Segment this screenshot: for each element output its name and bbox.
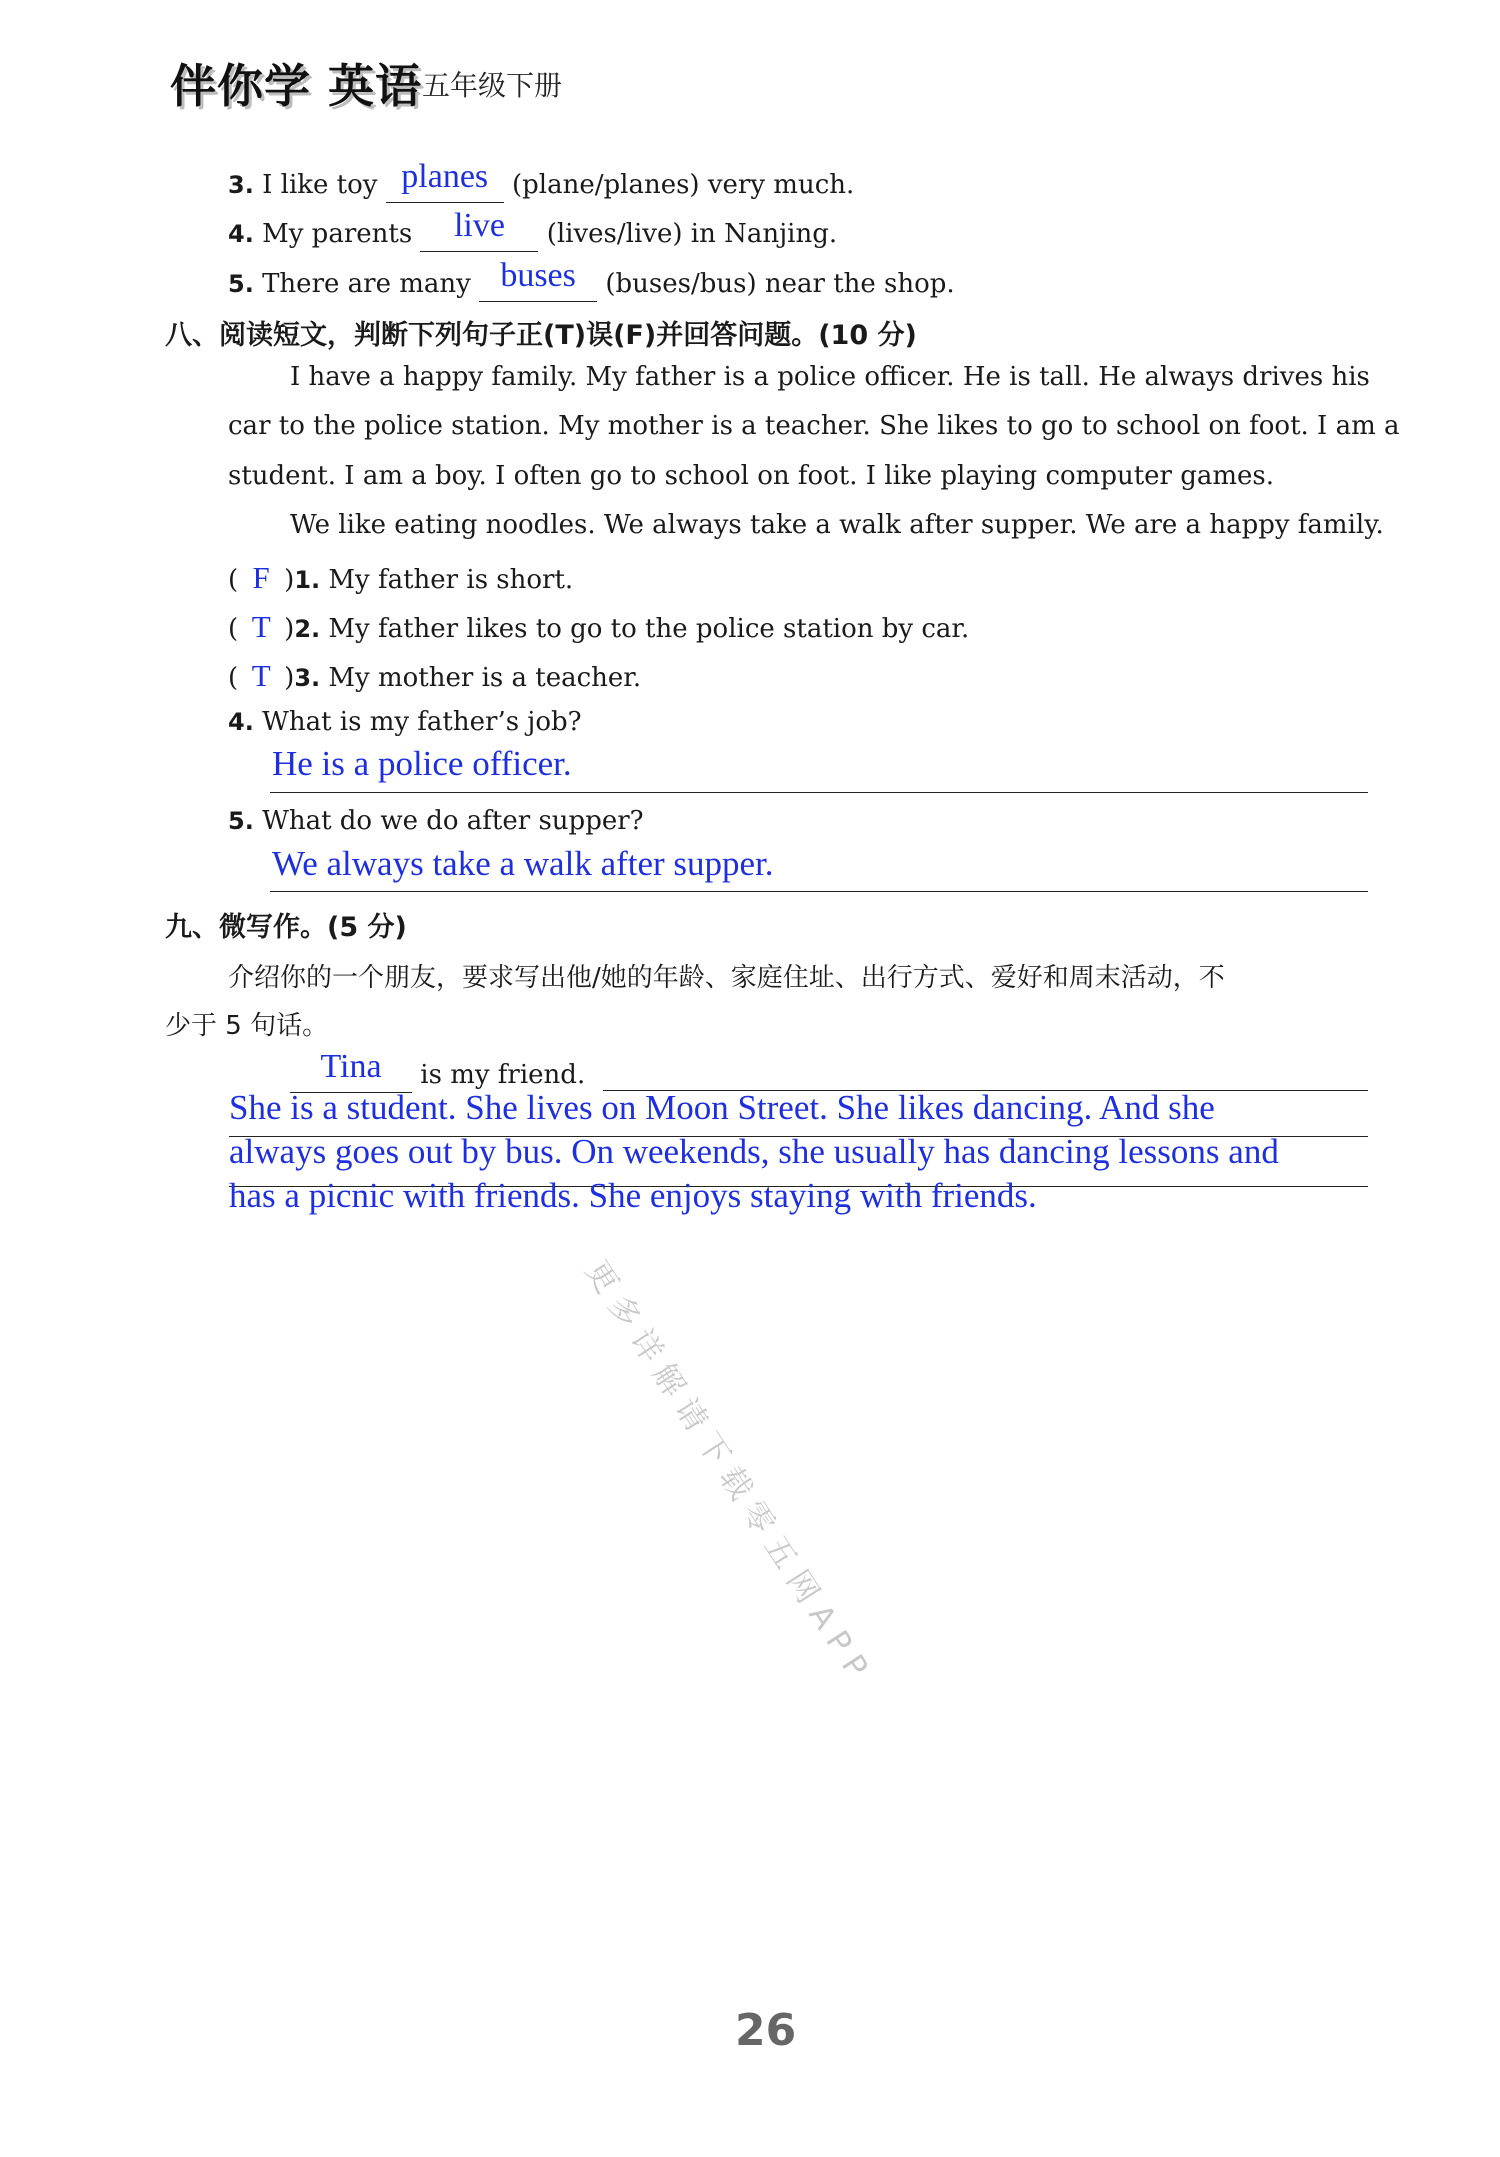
answer-underline [270, 891, 1368, 892]
fill-item-5 [228, 257, 955, 302]
judgement-item-2 [228, 609, 969, 645]
item-text-before: My parents [262, 219, 413, 249]
item-number: 4. [228, 708, 254, 736]
judgement-item-1 [228, 560, 573, 596]
tf-answer: T [251, 658, 271, 693]
paren-open: ( [228, 614, 239, 644]
item-number: 4. [228, 220, 254, 248]
section-heading-reading: 八、阅读短文，判断下列句子正(T)误(F)并回答问题。(10 分) [165, 320, 917, 351]
writing-line: has a picnic with friends. She enjoys staying with friends. [229, 1176, 1037, 1215]
section-heading-writing: 九、微写作。(5 分) [165, 912, 407, 943]
paren-open: ( [228, 565, 239, 595]
writing-line: always goes out by bus. On weekends, she usually has dancing lessons and [229, 1132, 1279, 1171]
answer-blank [386, 158, 504, 203]
item-number: 5. [228, 807, 254, 835]
fill-item-3 [228, 158, 855, 203]
judgement-text: My mother is a teacher. [328, 663, 642, 693]
item-number: 2. [294, 615, 321, 643]
question-5 [228, 806, 644, 836]
judgement-text: My father likes to go to the police station by car. [328, 614, 970, 644]
judgement-text: My father is short. [328, 565, 574, 595]
item-text-before: There are many [262, 269, 471, 299]
tf-answer: F [252, 560, 270, 595]
item-number: 3. [228, 171, 254, 199]
question-text: What is my father’s job? [262, 707, 582, 737]
paren-close: ) [284, 565, 295, 595]
passage-line: We like eating noodles. We always take a walk after supper. We are a happy family. [290, 510, 1384, 540]
judgement-item-3 [228, 658, 641, 694]
writing-line: She is a student. She lives on Moon Street. She likes dancing. And she [229, 1088, 1215, 1127]
friend-intro-suffix: is my friend. [420, 1060, 586, 1090]
watermark-text: 更多详解请下载零五网APP [578, 1254, 880, 1693]
answer-blank [420, 207, 538, 252]
item-number: 1. [294, 566, 321, 594]
answer-blank [479, 257, 597, 302]
item-text-before: I like toy [262, 170, 378, 200]
passage-line: student. I am a boy. I often go to school on foot. I like playing computer games. [228, 461, 1275, 491]
tf-answer: T [251, 609, 271, 644]
writing-instruction-line2: 少于 5 句话。 [165, 1011, 329, 1041]
writing-instruction-line1: 介绍你的一个朋友，要求写出他/她的年龄、家庭住址、出行方式、爱好和周末活动，不 [228, 963, 1225, 993]
question-text: What do we do after supper? [262, 806, 644, 836]
answer-text: live [453, 207, 505, 244]
answer-underline [270, 792, 1368, 793]
answer-text: planes [401, 158, 489, 195]
answer-text: buses [500, 257, 576, 294]
paren-close: ) [284, 663, 295, 693]
question-5-answer: We always take a walk after supper. [272, 844, 774, 883]
item-text-after: (plane/planes) very much. [512, 170, 855, 200]
paren-close: ) [284, 614, 295, 644]
item-number: 5. [228, 270, 254, 298]
passage-line: car to the police station. My mother is a teacher. She likes to go to school on foot. I am a [228, 411, 1400, 441]
book-subtitle: 五年级下册 [422, 69, 563, 102]
fill-item-4 [228, 207, 838, 252]
book-title: 伴你学 英语 [170, 59, 423, 113]
item-number: 3. [294, 664, 321, 692]
item-text-after: (buses/bus) near the shop. [605, 269, 955, 299]
question-4 [228, 707, 582, 737]
question-4-answer: He is a police officer. [272, 744, 572, 783]
passage-line: I have a happy family. My father is a police officer. He is tall. He always drives his [290, 362, 1370, 392]
friend-name: Tina [320, 1048, 382, 1085]
page-number: 26 [735, 2005, 797, 2056]
item-text-after: (lives/live) in Nanjing. [546, 219, 838, 249]
paren-open: ( [228, 663, 239, 693]
